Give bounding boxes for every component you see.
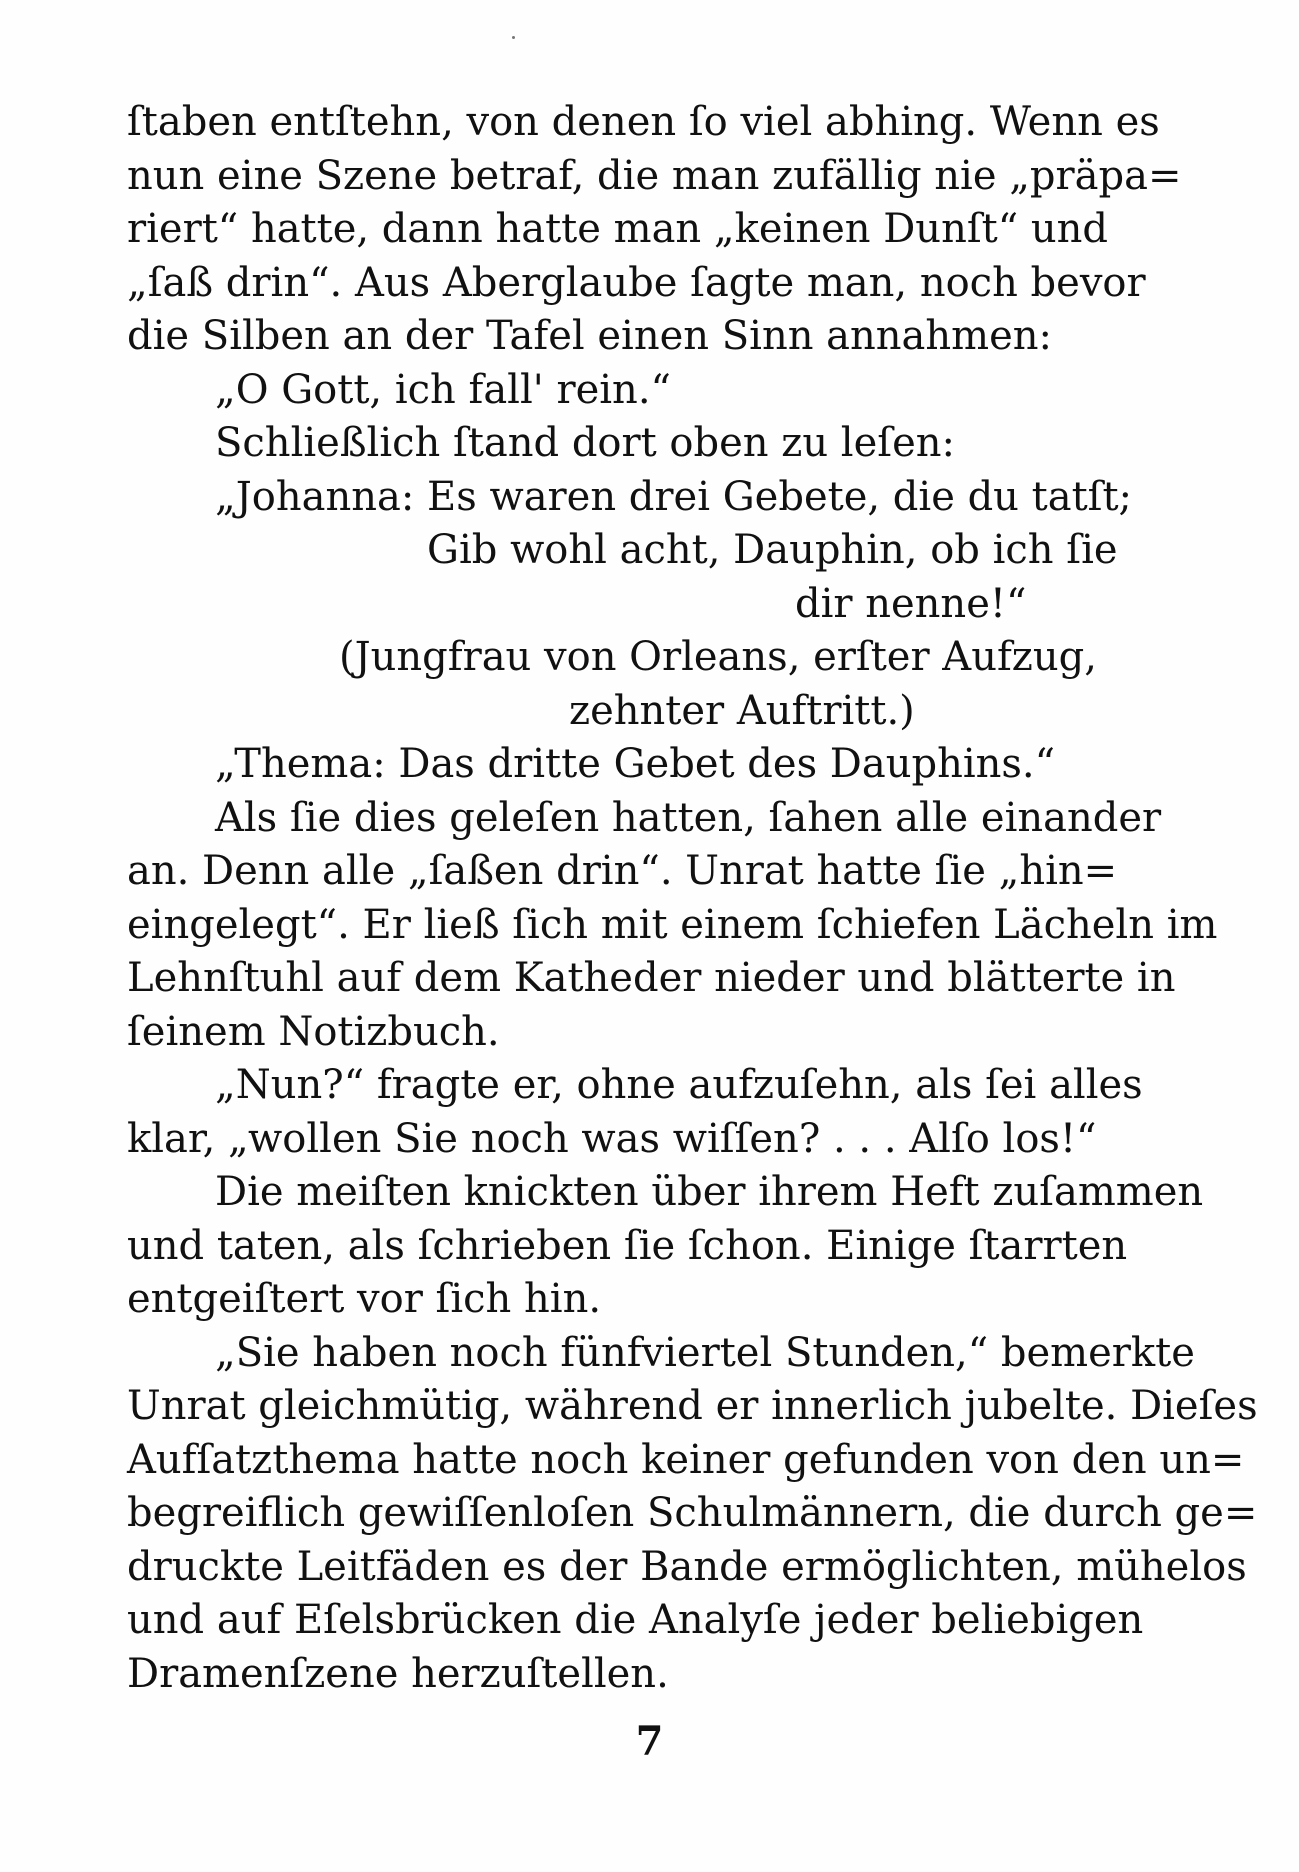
quote-line: „O Gott, ich fall' rein.“	[215, 366, 671, 413]
text-line: Dramenſzene herzuſtellen.	[127, 1650, 669, 1697]
text-line: begreiflich gewiſſenloſen Schulmännern, die durch ge=	[127, 1490, 1258, 1536]
page-number: 7	[635, 1718, 664, 1765]
text-line: riert“ hatte, dann hatte man „keinen Dunſt“ und	[127, 206, 1108, 252]
text-line: Aufſatzthema hatte noch keiner gefunden von den un=	[127, 1436, 1245, 1483]
text-line: ſeinem Notizbuch.	[127, 1008, 500, 1055]
text-line: und taten, als ſchrieben ſie ſchon. Einige ſtarrten	[127, 1222, 1128, 1269]
text-line: entgeiſtert vor ſich hin.	[127, 1276, 602, 1322]
text-line: „ſaß drin“. Aus Aberglaube ſagte man, noch bevor	[127, 259, 1146, 306]
theme-line: „Thema: Das dritte Gebet des Dauphins.“	[215, 741, 1056, 787]
text-line: klar, „wollen Sie noch was wiſſen? . . . Alſo los!“	[127, 1115, 1097, 1162]
text-line: Als ſie dies geleſen hatten, ſahen alle einander	[215, 794, 1162, 841]
verse-line: „Johanna: Es waren drei Gebete, die du tatſt;	[215, 473, 1133, 520]
text-line: Lehnſtuhl auf dem Katheder nieder und blätterte in	[127, 955, 1176, 1001]
page-body-text	[127, 96, 1258, 1701]
text-line: nun eine Szene betraf, die man zufällig nie „präpa=	[127, 152, 1182, 199]
text-line: eingelegt“. Er ließ ſich mit einem ſchiefen Lächeln im	[127, 901, 1218, 948]
text-line: „Nun?“ fragte er, ohne aufzuſehn, als ſei alles	[215, 1062, 1143, 1108]
verse-line: dir nenne!“	[795, 580, 1027, 627]
text-line: und auf Eſelsbrücken die Analyſe jeder beliebigen	[127, 1597, 1144, 1643]
text-line: die Silben an der Tafel einen Sinn annahmen:	[127, 313, 1052, 359]
text-line: Unrat gleichmütig, während er innerlich jubelte. Dieſes	[127, 1383, 1258, 1429]
text-line: Die meiſten knickten über ihrem Heft zuſammen	[215, 1169, 1204, 1215]
text-line: druckte Leitfäden es der Bande ermöglichten, mühelos	[127, 1543, 1247, 1590]
verse-line: Gib wohl acht, Dauphin, ob ich ſie	[427, 527, 1118, 573]
text-line: Schließlich ſtand dort oben zu leſen:	[215, 420, 955, 466]
source-citation: (Jungfrau von Orleans, erſter Aufzug,	[339, 634, 1097, 680]
source-citation: zehnter Auftritt.)	[569, 687, 915, 734]
text-line: an. Denn alle „ſaßen drin“. Unrat hatte ſie „hin=	[127, 848, 1118, 894]
print-speck	[512, 36, 515, 39]
text-line: ſtaben entſtehn, von denen ſo viel abhing. Wenn es	[127, 99, 1160, 145]
text-line: „Sie haben noch fünfviertel Stunden,“ bemerkte	[215, 1329, 1195, 1376]
